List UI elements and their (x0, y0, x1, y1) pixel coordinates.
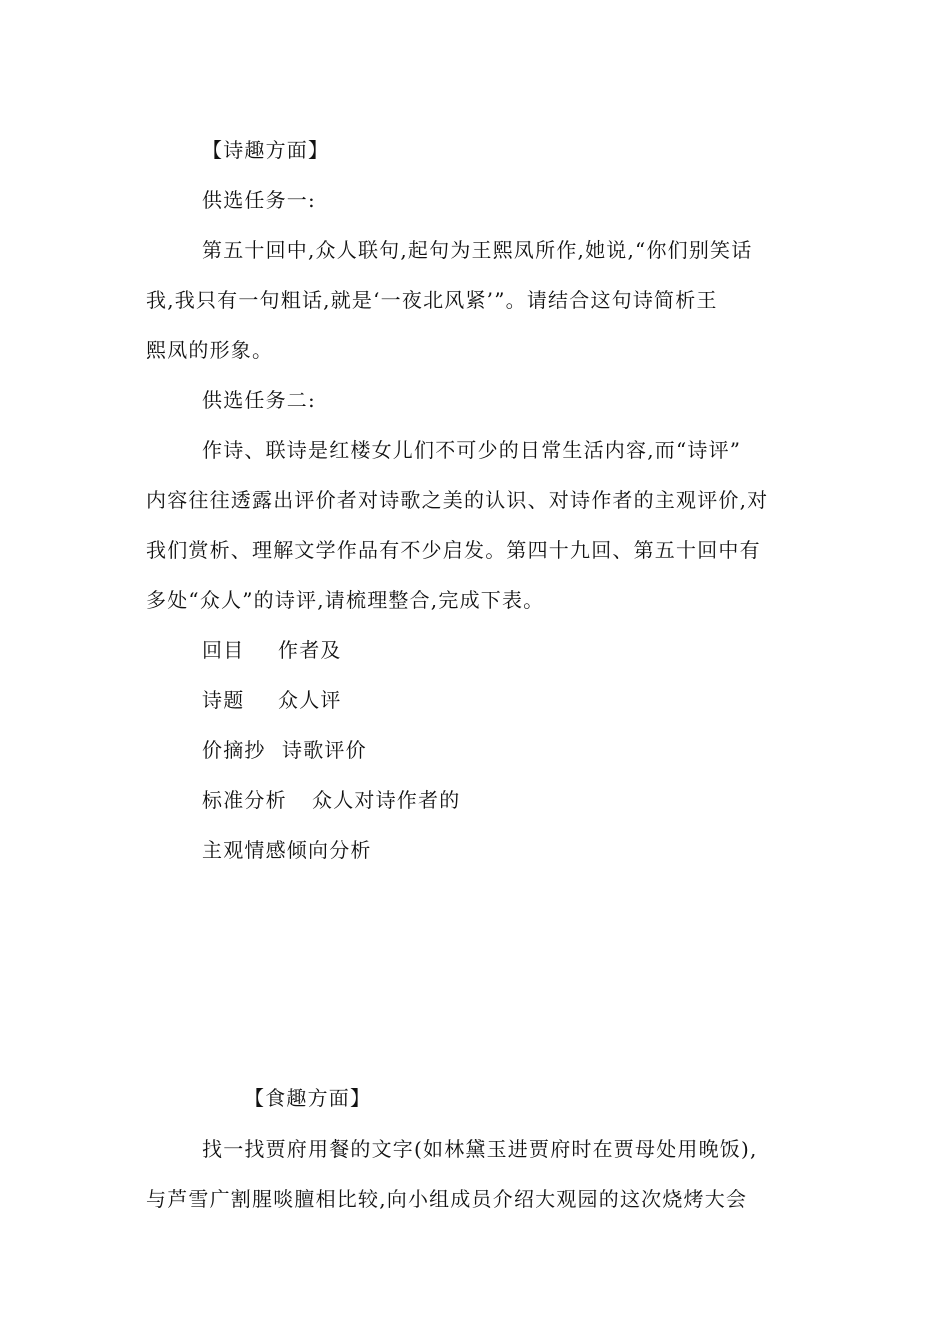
task1-paragraph-line: 我,我只有一句粗话,就是‘一夜北风紧’”。请结合这句诗简析王 (146, 288, 718, 312)
section-heading-poetry: 【诗趣方面】 (202, 138, 330, 162)
table-cell: 众人对诗作者的 (312, 788, 461, 812)
table-cell: 作者及 (278, 638, 342, 662)
task2-label: 供选任务二: (202, 388, 316, 412)
table-cell: 诗题 (202, 688, 245, 712)
task1-paragraph-line: 熙凤的形象。 (146, 338, 274, 362)
food-paragraph-line: 与芦雪广割腥啖膻相比较,向小组成员介绍大观园的这次烧烤大会 (146, 1187, 748, 1211)
table-cell: 标准分析 (202, 788, 287, 812)
task1-paragraph-line: 第五十回中,众人联句,起句为王熙凤所作,她说,“你们别笑话 (202, 238, 753, 262)
table-cell: 主观情感倾向分析 (202, 838, 372, 862)
table-cell: 众人评 (278, 688, 342, 712)
food-paragraph-line: 找一找贾府用餐的文字(如林黛玉进贾府时在贾母处用晚饭), (202, 1137, 758, 1161)
task1-label: 供选任务一: (202, 188, 316, 212)
task2-paragraph-line: 我们赏析、理解文学作品有不少启发。第四十九回、第五十回中有 (146, 538, 761, 562)
task2-paragraph-line: 内容往往透露出评价者对诗歌之美的认识、对诗作者的主观评价,对 (146, 488, 769, 512)
section-heading-food: 【食趣方面】 (244, 1086, 372, 1110)
table-cell: 价摘抄 (202, 738, 266, 762)
table-cell: 诗歌评价 (282, 738, 367, 762)
table-cell: 回目 (202, 638, 245, 662)
task2-paragraph-line: 作诗、联诗是红楼女儿们不可少的日常生活内容,而“诗评” (202, 438, 742, 462)
task2-paragraph-line: 多处“众人”的诗评,请梳理整合,完成下表。 (146, 588, 545, 612)
